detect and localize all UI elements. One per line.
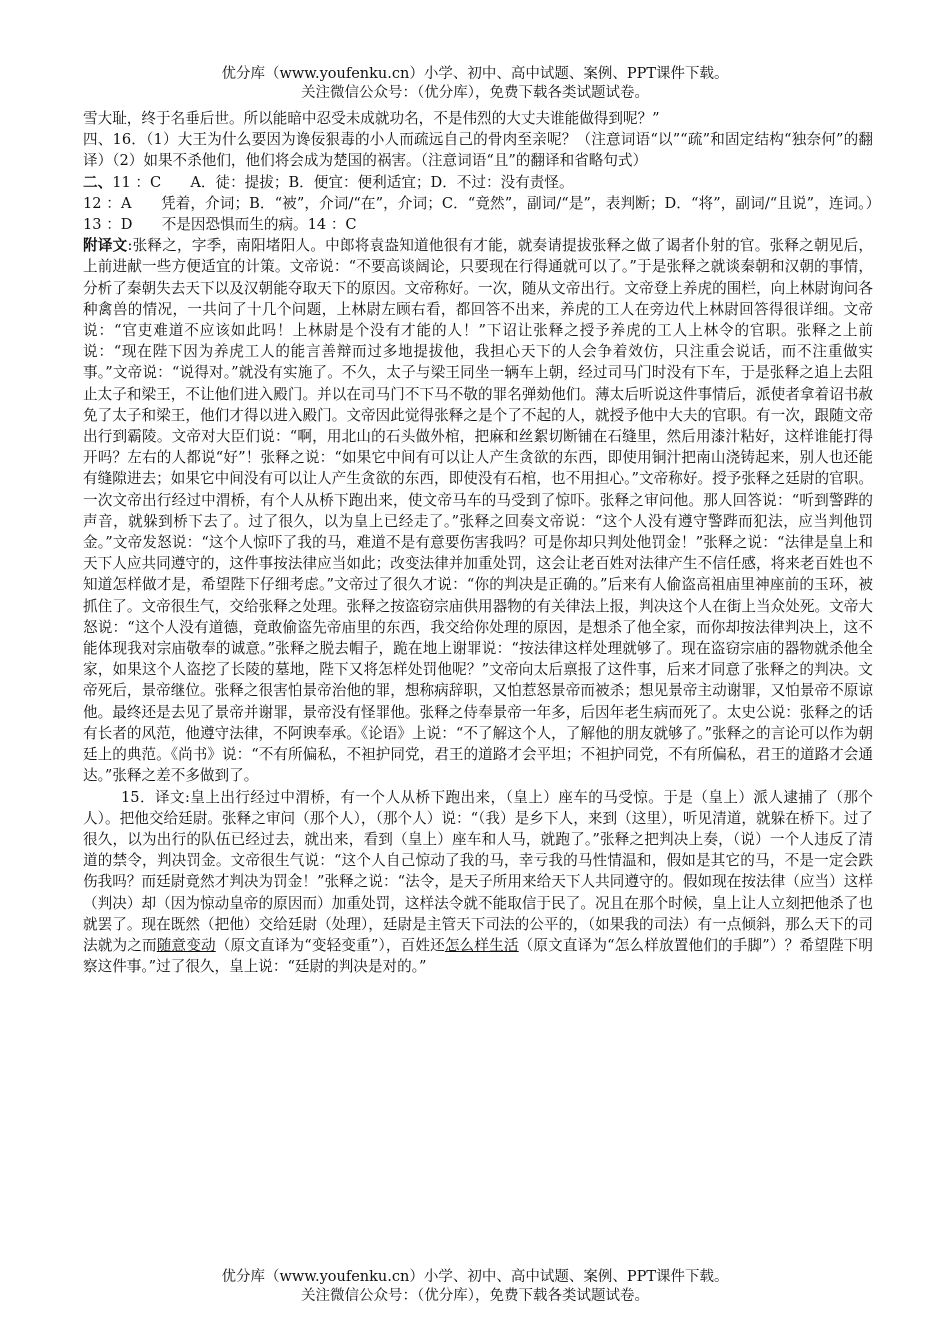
paragraph-continuation: 雪大耻，终于名垂后世。所以能暗中忍受未成就功名，不是伟烈的大丈夫谁能做得到呢？” <box>83 110 660 127</box>
header-line-1: 优分库（www.youfenku.cn）小学、初中、高中试题、案例、PPT课件下载。 <box>221 66 729 82</box>
answer-11 <box>83 172 873 193</box>
underlined-phrase-2: 怎么样生活 <box>444 936 519 954</box>
appendix-text: :张释之，字季，南阳堵阳人。中郎将袁盎知道他很有才能，就奏请提拔张释之做了谒者仆射的官。张释之朝见后，上前进献一些方便适宜的计策。文帝说：“不要高谈阔论，只要现在行得通就可以了。”于是张释之就谈秦朝和汉朝的事情，分析了秦朝失去天下以及汉朝能夺取天下的原因。文帝称好。一次，随从文帝出行。文帝登上养虎的围栏，向上林尉询问各种禽兽的情况，一共问了十几个问题，上林尉左顾右看，都回答不出来，养虎的工人在旁边代上林尉回答得很详细。文帝说：“官吏难道不应该如此吗！上林尉是个没有才能的人！”下诏让张释之授予养虎的工人上林令的官职。张释之上前说：“现在陛下因为养虎工人的能言善辩而过多地提拔他，我担心天下的人会争着效仿，只注重会说话，而不注重做实事。”文帝说：“说得对。”就没有实施了。不久，太子与梁王同坐一辆车上朝，经过司马门时没有下车，于是张释之追上去阻止太子和梁王，不让他们进入殿门。并以在司马门不下马不敬的罪名弹劾他们。薄太后听说这件事情后，派使者拿着诏书赦免了太子和梁王，他们才得以进入殿门。文帝因此觉得张释之是个了不起的人，就授予他中大夫的官职。有一次，跟随文帝出行到霸陵。文帝对大臣们说：“啊，用北山的石头做外棺，把麻和丝絮切断铺在石缝里，然后用漆汁粘好，这样谁能打得开吗？左右的人都说“好”！张释之说：“如果它中间有可以让人产生贪欲的东西，即使用铜汁把南山浇铸起来，别人也还能有缝隙进去；如果它中间没有可以让人产生贪欲的东西，即使没有石棺，也不用担心。”文帝称好。授予张释之廷尉的官职。一次文帝出行经过中渭桥，有个人从桥下跑出来，使文帝马车的马受到了惊吓。张释之审问他。那人回答说：“听到警跸的声音，就躲到桥下去了。过了很久，以为皇上已经走了。”张释之回奏文帝说：“这个人没有遵守警跸而犯法，应当判他罚金。”文帝发怒说：“这个人惊吓了我的马，难道不是有意要伤害我吗？可是你却只判处他罚金！”张释之说：“法律是皇上和天下人应共同遵守的，这件事按法律应当如此；改变法律并加重处罚，这会让老百姓对法律产生不信任感，将来老百姓也不知道怎样做才是，希望陛下仔细考虑。”文帝过了很久才说：“你的判决是正确的。”后来有人偷盗高祖庙里神座前的玉环，被抓住了。文帝很生气，交给张释之处理。张释之按盗窃宗庙供用器物的有关律法上报，判决这个人在街上当众处死。文帝大怒说：“这个人没有道德，竟敢偷盗先帝庙里的东西，我交给你处理的原因，是想杀了他全家，而你却按法律判决上，这不能体现我对宗庙敬奉的诚意。”张释之脱去帽子，跪在地上谢罪说：“按法律这样处理就够了。现在盗窃宗庙的器物就杀他全家，如果这个人盗挖了长陵的墓地，陛下又将怎样处罚他呢？”文帝向太后禀报了这件事，后来才同意了张释之的判决。文帝死后，景帝继位。张释之很害怕景帝治他的罪，想称病辞职，又怕惹怒景帝而被杀；想见景帝主动谢罪，又怕景帝不原谅他。最终还是去见了景帝并谢罪，景帝没有怪罪他。张释之侍奉景帝一年多，后因年老生病而死了。太史公说：张释之的话有长者的风范，他遵守法律，不阿谀奉承。《论语》上说：“不了解这个人，了解他的朋友就够了。”张释之的言论可以作为朝廷上的典范。《尚书》说：“不有所偏私，不袒护同党，君王的道路才会平坦；不袒护同党，不有所偏私，君王的道路才会通达。”张释之差不多做到了。 <box>83 237 873 785</box>
answer-11-text: 11 ：C A．徒：提拔；B．便宜：便利适宜；D．不过：没有责怪。 <box>112 173 574 191</box>
appendix-translation <box>83 235 873 786</box>
appendix-label: 附译文 <box>83 237 128 255</box>
footer-line-1: 优分库（www.youfenku.cn）小学、初中、高中试题、案例、PPT课件下载。 <box>221 1269 729 1285</box>
answer-15-text-c: （原文直译为“怎么样放置他们的手脚”）？希望陛下明察这件事。”过了很久，皇上说：“廷尉的判决是对的。” <box>83 936 873 976</box>
section-label: 二、 <box>83 173 113 191</box>
underlined-phrase-1: 随意变动 <box>156 936 216 954</box>
header-line-2: 关注微信公众号：（优分库），免费下载各类试题试卷。 <box>301 85 649 101</box>
page-header <box>0 65 950 103</box>
document-body <box>83 108 888 977</box>
answer-15-text-b: （原文直译为“变轻变重”），百姓还 <box>215 936 445 954</box>
footer-line-2: 关注微信公众号：（优分库），免费下载各类试题试卷。 <box>301 1288 649 1304</box>
answer-16: 四、16．（1）大王为什么要因为谗佞狠毒的小人而疏远自己的骨肉至亲呢？（注意词语“以”“疏”和固定结构“独奈何”的翻译）（2）如果不杀他们，他们将会成为楚国的祸害。（注意词语“且”的翻译和省略句式） <box>83 131 873 170</box>
page-footer <box>0 1268 950 1306</box>
answer-15-text-a: 15．译文:皇上出行经过中渭桥，有一个人从桥下跑出来，（皇上）座车的马受惊。于是（皇上）派人逮捕了（那个人）。把他交给廷尉。张释之审问（那个人），（那个人）说：“（我）是乡下人，来到（这里），听见清道，就躲在桥下。过了很久，以为出行的队伍已经过去，就出来，看到（皇上）座车和人马，就跑了。”张释之把判决上奏，（说）一个人违反了清道的禁令，判决罚金。文帝很生气说：“这个人自己惊动了我的马，幸亏我的马性情温和，假如是其它的马，不是一定会跌伤我吗？而廷尉竟然才判决为罚金！”张释之说：“法令，是天子所用来给天下人共同遵守的。假如现在按法律（应当）这样（判决）却（因为惊动皇帝的原因而）加重处罚，这样法令就不能取信于民了。况且在那个时候，皇上让人立刻把他杀了也就罢了。现在既然（把他）交给廷尉（处理），廷尉是主管天下司法的公平的，（如果我的司法）有一点倾斜，那么天下的司法就为之而 <box>83 788 873 954</box>
answer-12-14: 12 ：A 凭着，介词；B．“被”，介词/“在”，介词；C．“竟然”，副词/“是”，表判断；D．“将”，副词/“且说”，连词。） 13 ：D 不是因恐惧而生的病。14 ：C <box>83 194 888 234</box>
answer-15-translation <box>83 787 873 978</box>
